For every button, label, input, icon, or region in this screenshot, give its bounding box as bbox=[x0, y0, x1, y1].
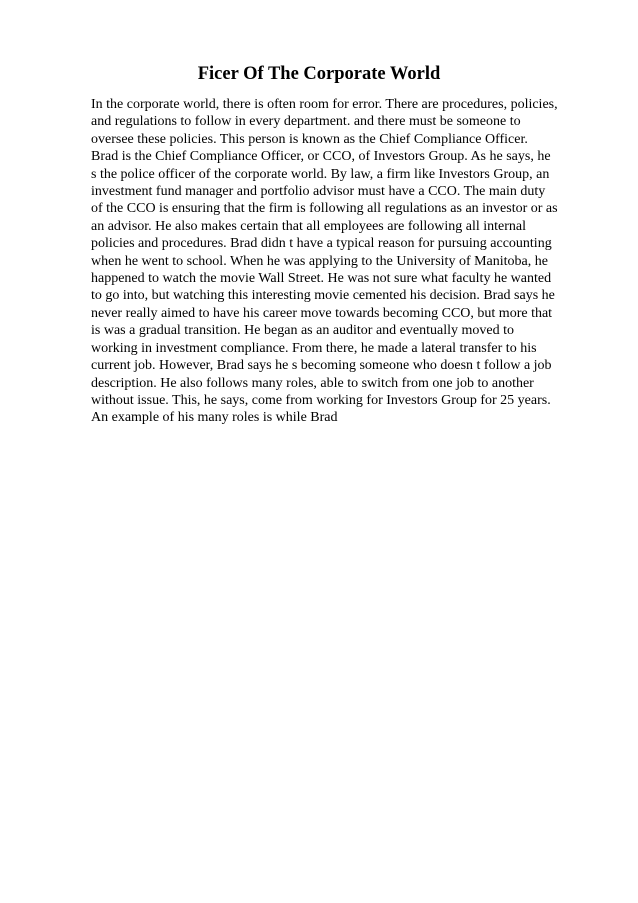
text-line: s the police officer of the corporate world. By law, a firm like Investors Group, an bbox=[91, 166, 550, 182]
text-line: current job. However, Brad says he s becoming someone who doesn t follow a job bbox=[91, 358, 552, 374]
text-line: of the CCO is ensuring that the firm is following all regulations as an investor or as bbox=[91, 201, 558, 217]
text-line: policies and procedures. Brad didn t have a typical reason for pursuing accounting bbox=[91, 236, 552, 252]
text-line: Brad is the Chief Compliance Officer, or CCO, of Investors Group. As he says, he bbox=[91, 149, 551, 165]
text-line: working in investment compliance. From there, he made a lateral transfer to his bbox=[91, 340, 537, 356]
text-line: when he went to school. When he was applying to the University of Manitoba, he bbox=[91, 253, 548, 269]
text-line: an advisor. He also makes certain that all employees are following all internal bbox=[91, 218, 527, 234]
text-line: oversee these policies. This person is known as the Chief Compliance Officer. bbox=[91, 131, 528, 147]
document-title: Ficer Of The Corporate World bbox=[197, 64, 441, 84]
text-line: never really aimed to have his career move towards becoming CCO, but more that bbox=[91, 305, 553, 321]
text-line: An example of his many roles is while Brad bbox=[91, 410, 338, 426]
body-paragraph bbox=[91, 96, 581, 427]
text-line: and regulations to follow in every department. and there must be someone to bbox=[91, 114, 521, 130]
text-line: investment fund manager and portfolio advisor must have a CCO. The main duty bbox=[91, 184, 546, 200]
text-line: description. He also follows many roles, able to switch from one job to another bbox=[91, 375, 534, 391]
text-line: to go into, but watching this interesting movie cemented his decision. Brad says he bbox=[91, 288, 555, 304]
text-line: without issue. This, he says, come from working for Investors Group for 25 years. bbox=[91, 392, 551, 408]
text-line: happened to watch the movie Wall Street. He was not sure what faculty he wanted bbox=[91, 271, 552, 287]
text-line: In the corporate world, there is often room for error. There are procedures, policies, bbox=[91, 97, 558, 112]
text-line: is was a gradual transition. He began as an auditor and eventually moved to bbox=[91, 323, 514, 339]
